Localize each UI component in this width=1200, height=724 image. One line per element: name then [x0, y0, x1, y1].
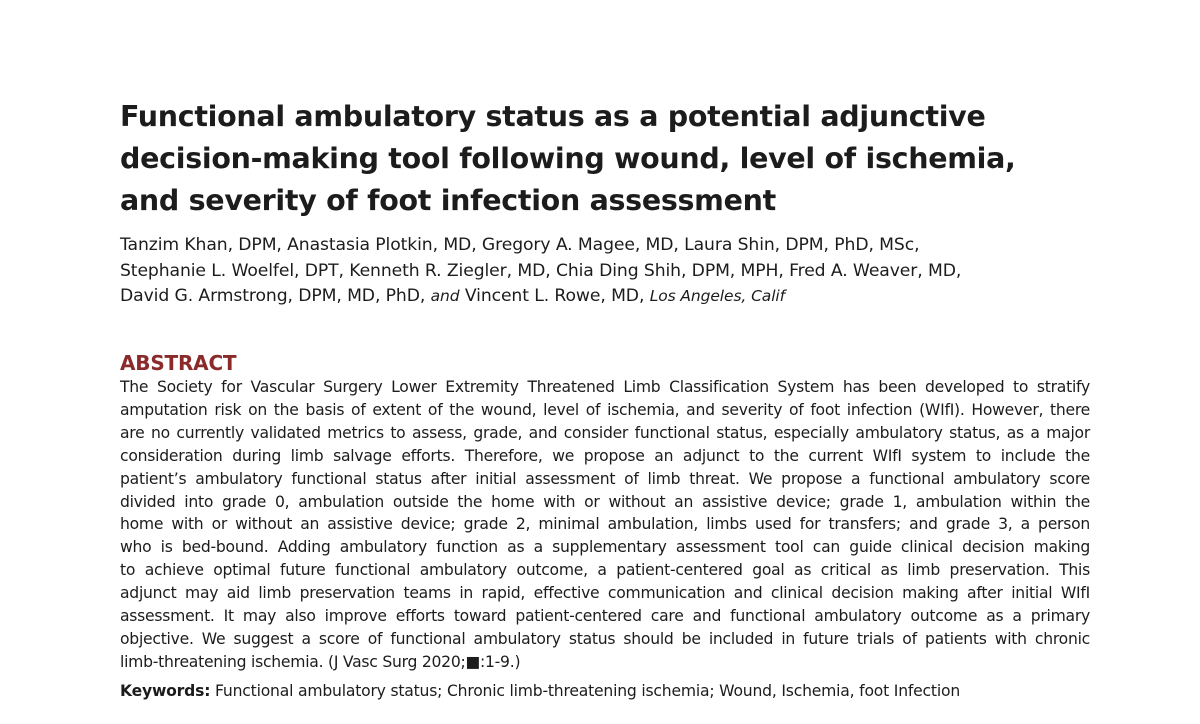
abstract-line: are no currently validated metrics to assess, grade, and consider functional status, especially ambulatory status, as a major — [120, 423, 1090, 442]
title-line: and severity of foot infection assessment — [120, 184, 776, 217]
abstract-line: adjunct may aid limb preservation teams in rapid, effective communication and clinical decision making after initial WIfI — [120, 584, 1090, 603]
keywords — [120, 680, 1090, 702]
abstract-line: home with or without an assistive device; grade 2, minimal ambulation, limbs used for transfers; and grade 3, a person — [120, 515, 1090, 534]
abstract-line: patient’s ambulatory functional status after initial assessment of limb threat. We propose a functional ambulatory score — [120, 469, 1090, 488]
author-conjunction: and — [430, 287, 460, 305]
keywords-text: Functional ambulatory status; Chronic limb-threatening ischemia; Wound, Ischemia, foot Infection — [215, 682, 961, 700]
author-segment: David G. Armstrong, DPM, MD, PhD, — [120, 286, 426, 306]
abstract-body — [120, 376, 1090, 674]
article-title — [120, 96, 1020, 222]
author-list — [120, 233, 1090, 310]
author-line: Tanzim Khan, DPM, Anastasia Plotkin, MD, Gregory A. Magee, MD, Laura Shin, DPM, PhD, MSc, — [120, 235, 920, 255]
abstract-line: divided into grade 0, ambulation outside the home with or without an assistive device; grade 1, ambulation within the — [120, 492, 1090, 511]
abstract-line: assessment. It may also improve efforts toward patient-centered care and functional ambulatory outcome as a primary — [120, 607, 1090, 626]
abstract-line: who is bed-bound. Adding ambulatory function as a supplementary assessment tool can guide clinical decision making — [120, 538, 1090, 557]
author-segment: Vincent L. Rowe, MD, — [464, 286, 645, 306]
abstract-line: limb-threatening ischemia. (J Vasc Surg 2020;■:1-9.) — [120, 652, 521, 671]
keywords-label: Keywords: — [120, 682, 211, 700]
abstract-line: consideration during limb salvage efforts. Therefore, we propose an adjunct to the current WIfI system to include the — [120, 446, 1090, 465]
abstract-heading: ABSTRACT — [120, 351, 237, 375]
author-location: Los Angeles, Calif — [649, 287, 785, 305]
abstract-line: The Society for Vascular Surgery Lower Extremity Threatened Limb Classification System has been developed to stratify — [120, 378, 1090, 396]
abstract-line: to achieve optimal future functional ambulatory outcome, a patient-centered goal as critical as limb preservation. This — [120, 561, 1090, 580]
title-line: Functional ambulatory status as a potential adjunctive — [120, 100, 986, 133]
title-line: decision-making tool following wound, level of ischemia, — [120, 142, 1016, 175]
author-line — [120, 284, 1090, 310]
abstract-line: amputation risk on the basis of extent of the wound, level of ischemia, and severity of foot infection (WIfI). However, there — [120, 400, 1090, 419]
abstract-line: objective. We suggest a score of functional ambulatory status should be included in future trials of patients with chronic — [120, 629, 1090, 648]
author-line: Stephanie L. Woelfel, DPT, Kenneth R. Ziegler, MD, Chia Ding Shih, DPM, MPH, Fred A. Weaver, MD, — [120, 260, 962, 281]
